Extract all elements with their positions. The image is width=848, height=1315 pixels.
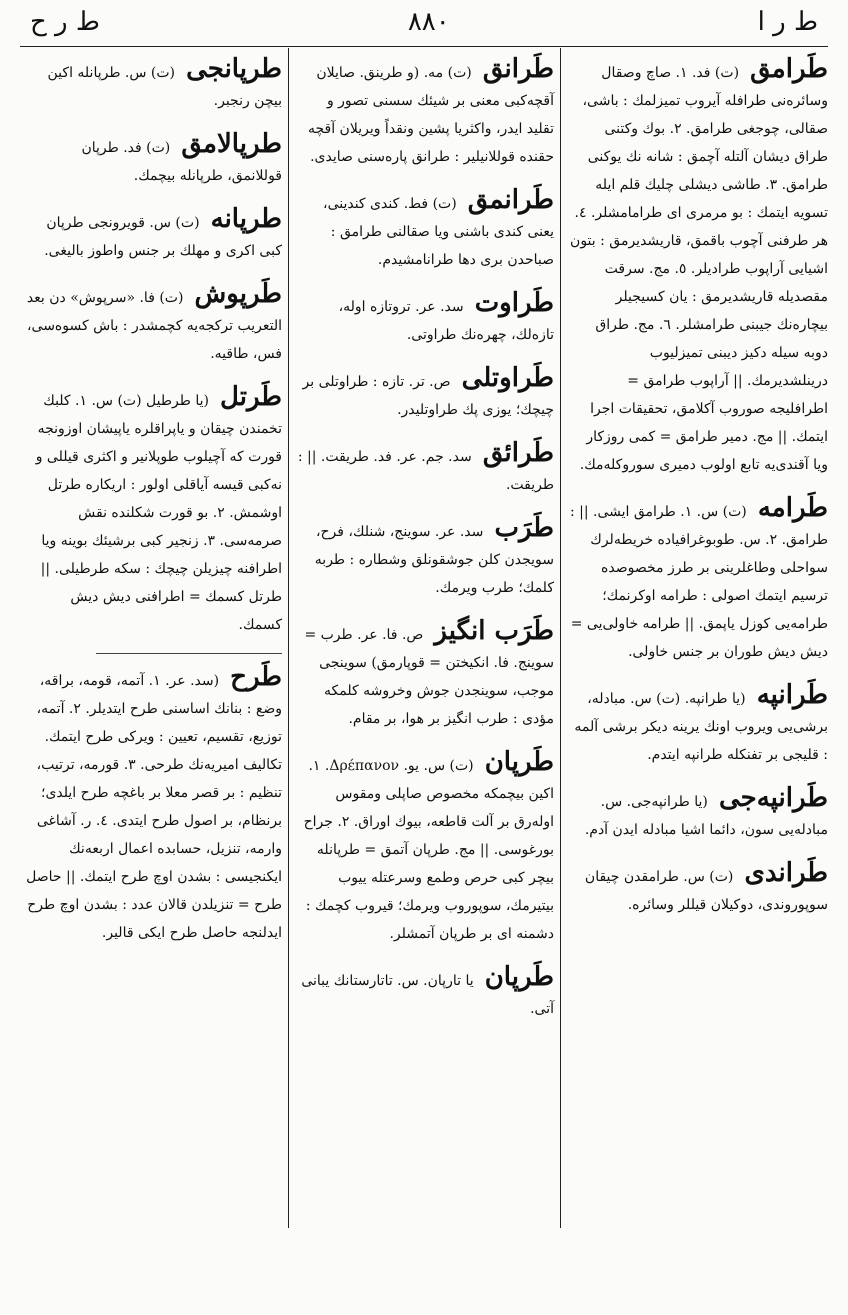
definition: (ت) س. ١. طرامق ایشی. || : طرامق. ٢. س. طوبوغرافیاده خریطه‌لرك سواحلی وطاغلرینی بر طرز مخصوصده ترسیم ایتمك اصولی : طرامه اوکرنمك؛ طرامه‌یی کوزل یاپمق. || طرامه خاولی‌یی = دیش دیش طوران بر جنس خاولی. <box>569 504 828 660</box>
headword: طَرَب <box>494 513 554 543</box>
column-divider-right <box>560 48 561 1228</box>
definition: (ت) س. طرپانله اکین بیچن رنجبر. <box>47 65 282 109</box>
definition: (ت) س. طرامقدن چیقان سوپوروندی، دوکیلان قیللر وسائره. <box>584 869 828 913</box>
definition: (ت) س. قویرونجی طرپان کبی اکری و مهلك بر جنس واطوز بالیغی. <box>44 215 282 259</box>
headword: طَراوت <box>474 288 554 318</box>
headword: طَرپوش <box>194 279 282 309</box>
headword: طَرانپه‌جی <box>718 783 828 813</box>
entry <box>24 279 282 368</box>
headword: طَرپان <box>484 747 554 777</box>
definition: (ت) فد. طرپان قوللانمق، طرپانله بیچمك. <box>81 140 282 184</box>
entry <box>296 54 554 171</box>
entry <box>568 493 828 666</box>
definition: ص. فا. عر. طرب = سوینج. فا. انکیختن = قوپارمق) سوینجی موجب، سوینجدن جوش وخروشه کلمکه مؤدی : طرب انگیز بر هوا، بر مقام. <box>304 627 554 727</box>
column-right <box>562 52 834 933</box>
page-number: ٨٨٠ <box>407 7 450 37</box>
column-divider-left <box>288 48 289 1228</box>
headword: طَرَب انگیز <box>434 616 554 646</box>
definition: (ت) س. یو. Δρέπανον. ١. اکین بیچمکه مخصوص صاپلی ومقوس اوله‌رق بر آلت قاطعه، بیوك اوراق. ٢. جراح بورغوسی. || مج. طرپان آتمق = طرپانله بیچر کبی حرص وطمع وسرعتله ییوب بیتیرمك، سوپوروب ویرمك؛ قیروب کچمك : دشمنه ای بر طرپان آتمشلر. <box>303 758 554 942</box>
entry <box>296 185 554 274</box>
definition: (ت) مه. (و طرینق. صایلان آقچه‌کبی معنی بر شیئك سسنی تصور و تقلید ایدر، واکثریا پشین ونقداً ویریلان آقچه حقنده قوللانیلیر : طرانق پاره‌سنی صایدی. <box>307 65 554 165</box>
headword: طَراندی <box>744 858 828 888</box>
definition: (یا طرانپه‌جی. س. مبادله‌یی سون، دائما اشیا مبادله ایدن آدم. <box>584 794 828 838</box>
entry <box>296 363 554 424</box>
definition: سد. عر. سوینج، شنلك، فرح، سویجدن کلن جوشقونلق وشطاره : طربه کلمك؛ طرب ویرمك. <box>314 524 554 596</box>
definition: سد. جم. عر. فد. طریقت. || : طریقت. <box>297 449 554 493</box>
section-divider <box>96 653 282 654</box>
column-middle <box>290 52 560 1037</box>
entry <box>296 438 554 499</box>
page-header <box>0 0 848 52</box>
headword: طَراوتلی <box>461 363 554 393</box>
entry <box>568 858 828 919</box>
headword: طَرامه <box>757 493 828 523</box>
definition: یا تارپان. س. تاتارستانك یبانی آتی. <box>301 973 554 1017</box>
headword: طَرانمق <box>467 185 554 215</box>
entry <box>24 204 282 265</box>
entry <box>24 129 282 190</box>
definition: (ت) فد. ١. صاچ وصقال وسائره‌نی طرافله آیروب تمیزلمك : باشی، صقالی، چوجغی طرامق. ٢. بوك وکتنی طراق دیشان آلتله آچمق : شانه نك یوکنی طرامق. ٣. طاشی دیشلی چلیك قلم ایله تسویه ایتمك : بو مرمری ای طرامامشلر. ٤. هر طرفنی آچوب باقمق، قاریشدیرمق : بتون اشیایی آراپوب طرادیلر. ٥. مج. سرقت مقصدیله قاریشدیرمق : یان کسیجیلر بیچاره‌نك جیبنی طرامشلر. ٦. مج. طراق دوبه سیله دکیز دیبنی تمیزلیوب درینلشدیرمك. || آراپوب طرامق = اطرافلیجه صوروب آکلامق، تحقیقات اجرا ایتمك. || مج. دمیر طرامق = کمی روزکار ویا آقندی‌یه تابع اولوب دمیری سوروکله‌مك. <box>570 65 828 473</box>
entry <box>296 962 554 1023</box>
entry <box>24 54 282 115</box>
definition: (سد. عر. ١. آتمه، قومه، براقه، وضع : بنانك اساسنی طرح ایتدیلر. ٢. آتمه، توزیع، تقسیم، تعیین : ویرکی طرح ایتمك. تکالیف امیریه‌نك طرحی. ٣. قورمه، ترتیب، تنظیم : بر قصر معلا بر باغچه طرح ایلدی؛ برنظام، بر اصول طرح ایتدی. ٤. ر. آشاغی وارمه، تنزیل، حسابده اعمال اربعه‌نك ایکنجیسی : بشدن اوچ طرح ایتمك. || حاصل طرح = تنزیلدن قالان عدد : بشدن اوچ طرح ایدلنجه حاصل طرح ایکی قالیر. <box>26 673 282 941</box>
definition: سد. عر. تروتازه اوله، تازه‌لك، چهره‌نك طراوتی. <box>338 299 554 343</box>
entry <box>568 783 828 844</box>
definition: (ت) فط. کندی کندینی، یعنی کندی باشنی ویا صقالنی طرامق : صباحدن بری دها طرانامشیدم. <box>323 196 554 268</box>
entry <box>296 747 554 948</box>
headword: طَرانپه <box>756 680 828 710</box>
headword: طرپالامق <box>181 129 282 159</box>
headword: طرپانه <box>210 204 282 234</box>
entry <box>296 513 554 602</box>
headword: طَرپان <box>484 962 554 992</box>
entry <box>24 662 282 947</box>
column-left <box>18 52 288 961</box>
headword: طَرتل <box>220 382 282 412</box>
definition: (یا طرطیل (ت) س. ١. کلبك تخمندن چیقان و یاپراقلره یاپیشان اوزونجه قورت که آچیلوب طوپلانیر و اکثری قیللی و نه‌کبی قیسه آیاقلی اولور : اریکاره طرتل اوشمش. ٢. بو قورت شکلنده نقش صرمه‌سی. ٣. زنجیر کبی برشیئك بوینه ویا اطرافنه چیزیلن چیچك : سکه طرطیلی. || طرتل کسمك = اطرافنی دیش دیش کسمك. <box>35 393 282 633</box>
headword: طَرح <box>230 662 282 692</box>
definition: (یا طرانپه. (ت) س. مبادله، برشی‌یی ویروب اونك یرینه دیکر برشی آلمه : قلیجی بر تفنکله طرانپه ایتدم. <box>574 691 828 763</box>
headword: طَرانق <box>482 54 554 84</box>
entry <box>568 680 828 769</box>
entry <box>24 382 282 639</box>
entry <box>568 54 828 479</box>
entry <box>296 288 554 349</box>
headword: طَرامق <box>750 54 828 84</box>
definition: (ت) فا. «سرپوش» دن بعد التعریب ترکجه‌یه کچمشدر : باش کسوه‌سی، فس، طاقیه. <box>26 290 282 362</box>
definition: ص. تر. تازه : طراوتلی بر چیچك؛ یوزی پك طراوتلیدر. <box>302 374 554 418</box>
headword: طرپانجی <box>186 54 282 84</box>
headword: طَرائق <box>482 438 554 468</box>
header-rule <box>20 46 828 47</box>
header-right-letters: ط ر ا <box>757 7 818 37</box>
entry <box>296 616 554 733</box>
header-left-letters: ط ر ح <box>30 7 100 37</box>
